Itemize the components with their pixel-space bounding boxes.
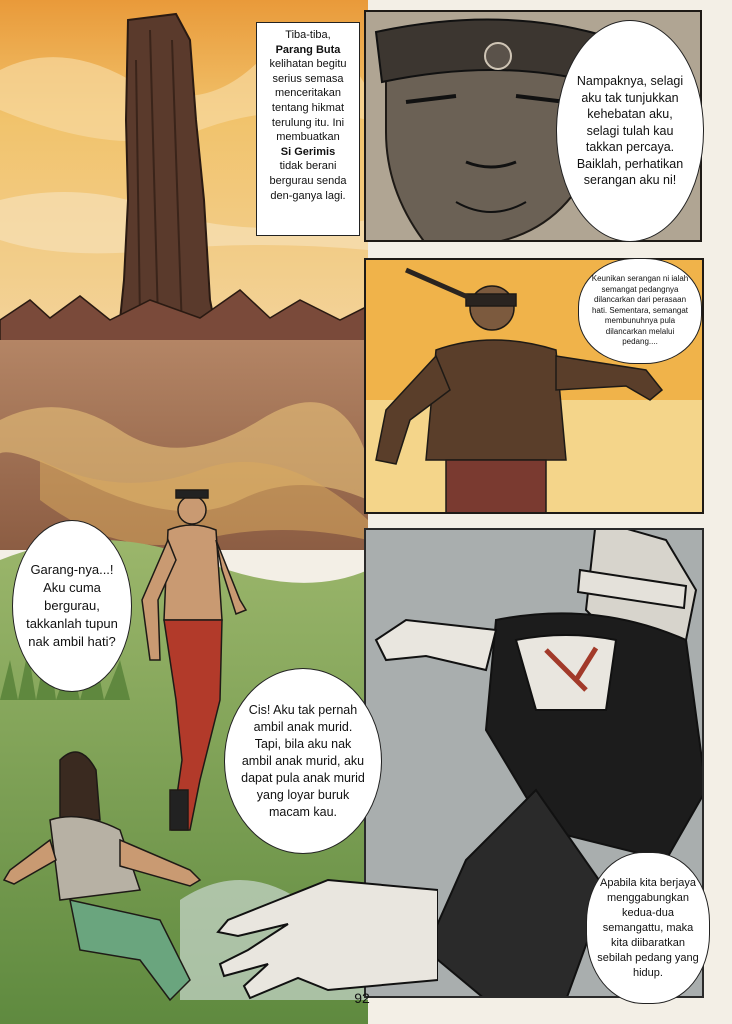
speech-text-bottom-right: Apabila kita berjaya menggabungkan kedua-dua semangattu, maka kita diibaratkan sebilah pedang yang hidup. [597,876,699,979]
speech-bubble-top-right [556,20,704,242]
speech-text-middle: Cis! Aku tak pernah ambil anak murid. Tapi, bila aku nak ambil anak murid, aku dapat pula anak murid yang loyar buruk macam kau. [241,702,365,819]
caption-line2: kelihatan begitu serius semasa menceritakan tentang hikmat terulung itu. Ini membuatkan [269,58,347,144]
caption-line1: Tiba-tiba, [285,29,331,41]
speech-text-left: Garang-nya...! Aku cuma bergurau, takkanlah tupun nak ambil hati? [26,562,118,649]
caption-name-si-gerimis: Si Gerimis [280,145,336,158]
foreground-hand [208,860,438,1010]
caption-name-parang-buta: Parang Buta [275,43,341,56]
speech-text-mid-right: Keunikan serangan ni ialah semangat pedangnya dilancarkan dari perasaan hati. Sementara, semangat membunuhnya pula dilancarkan melalui pedang.... [591,274,689,347]
speech-text-top-right: Nampaknya, selagi aku tak tunjukkan kehebatan aku, selagi tulah kau takkan percaya. Baiklah, perhatikan serangan aku ni! [576,74,684,188]
narration-caption [256,22,360,236]
headband-emblem [485,43,511,69]
speech-bubble-mid-right [578,258,702,364]
speech-bubble-middle [224,668,382,854]
speech-bubble-bottom-right [586,852,710,1004]
page-number: 92 [354,990,370,1006]
speech-bubble-left [12,520,132,692]
caption-line3: tidak berani bergurau senda den-ganya lagi. [269,160,347,202]
